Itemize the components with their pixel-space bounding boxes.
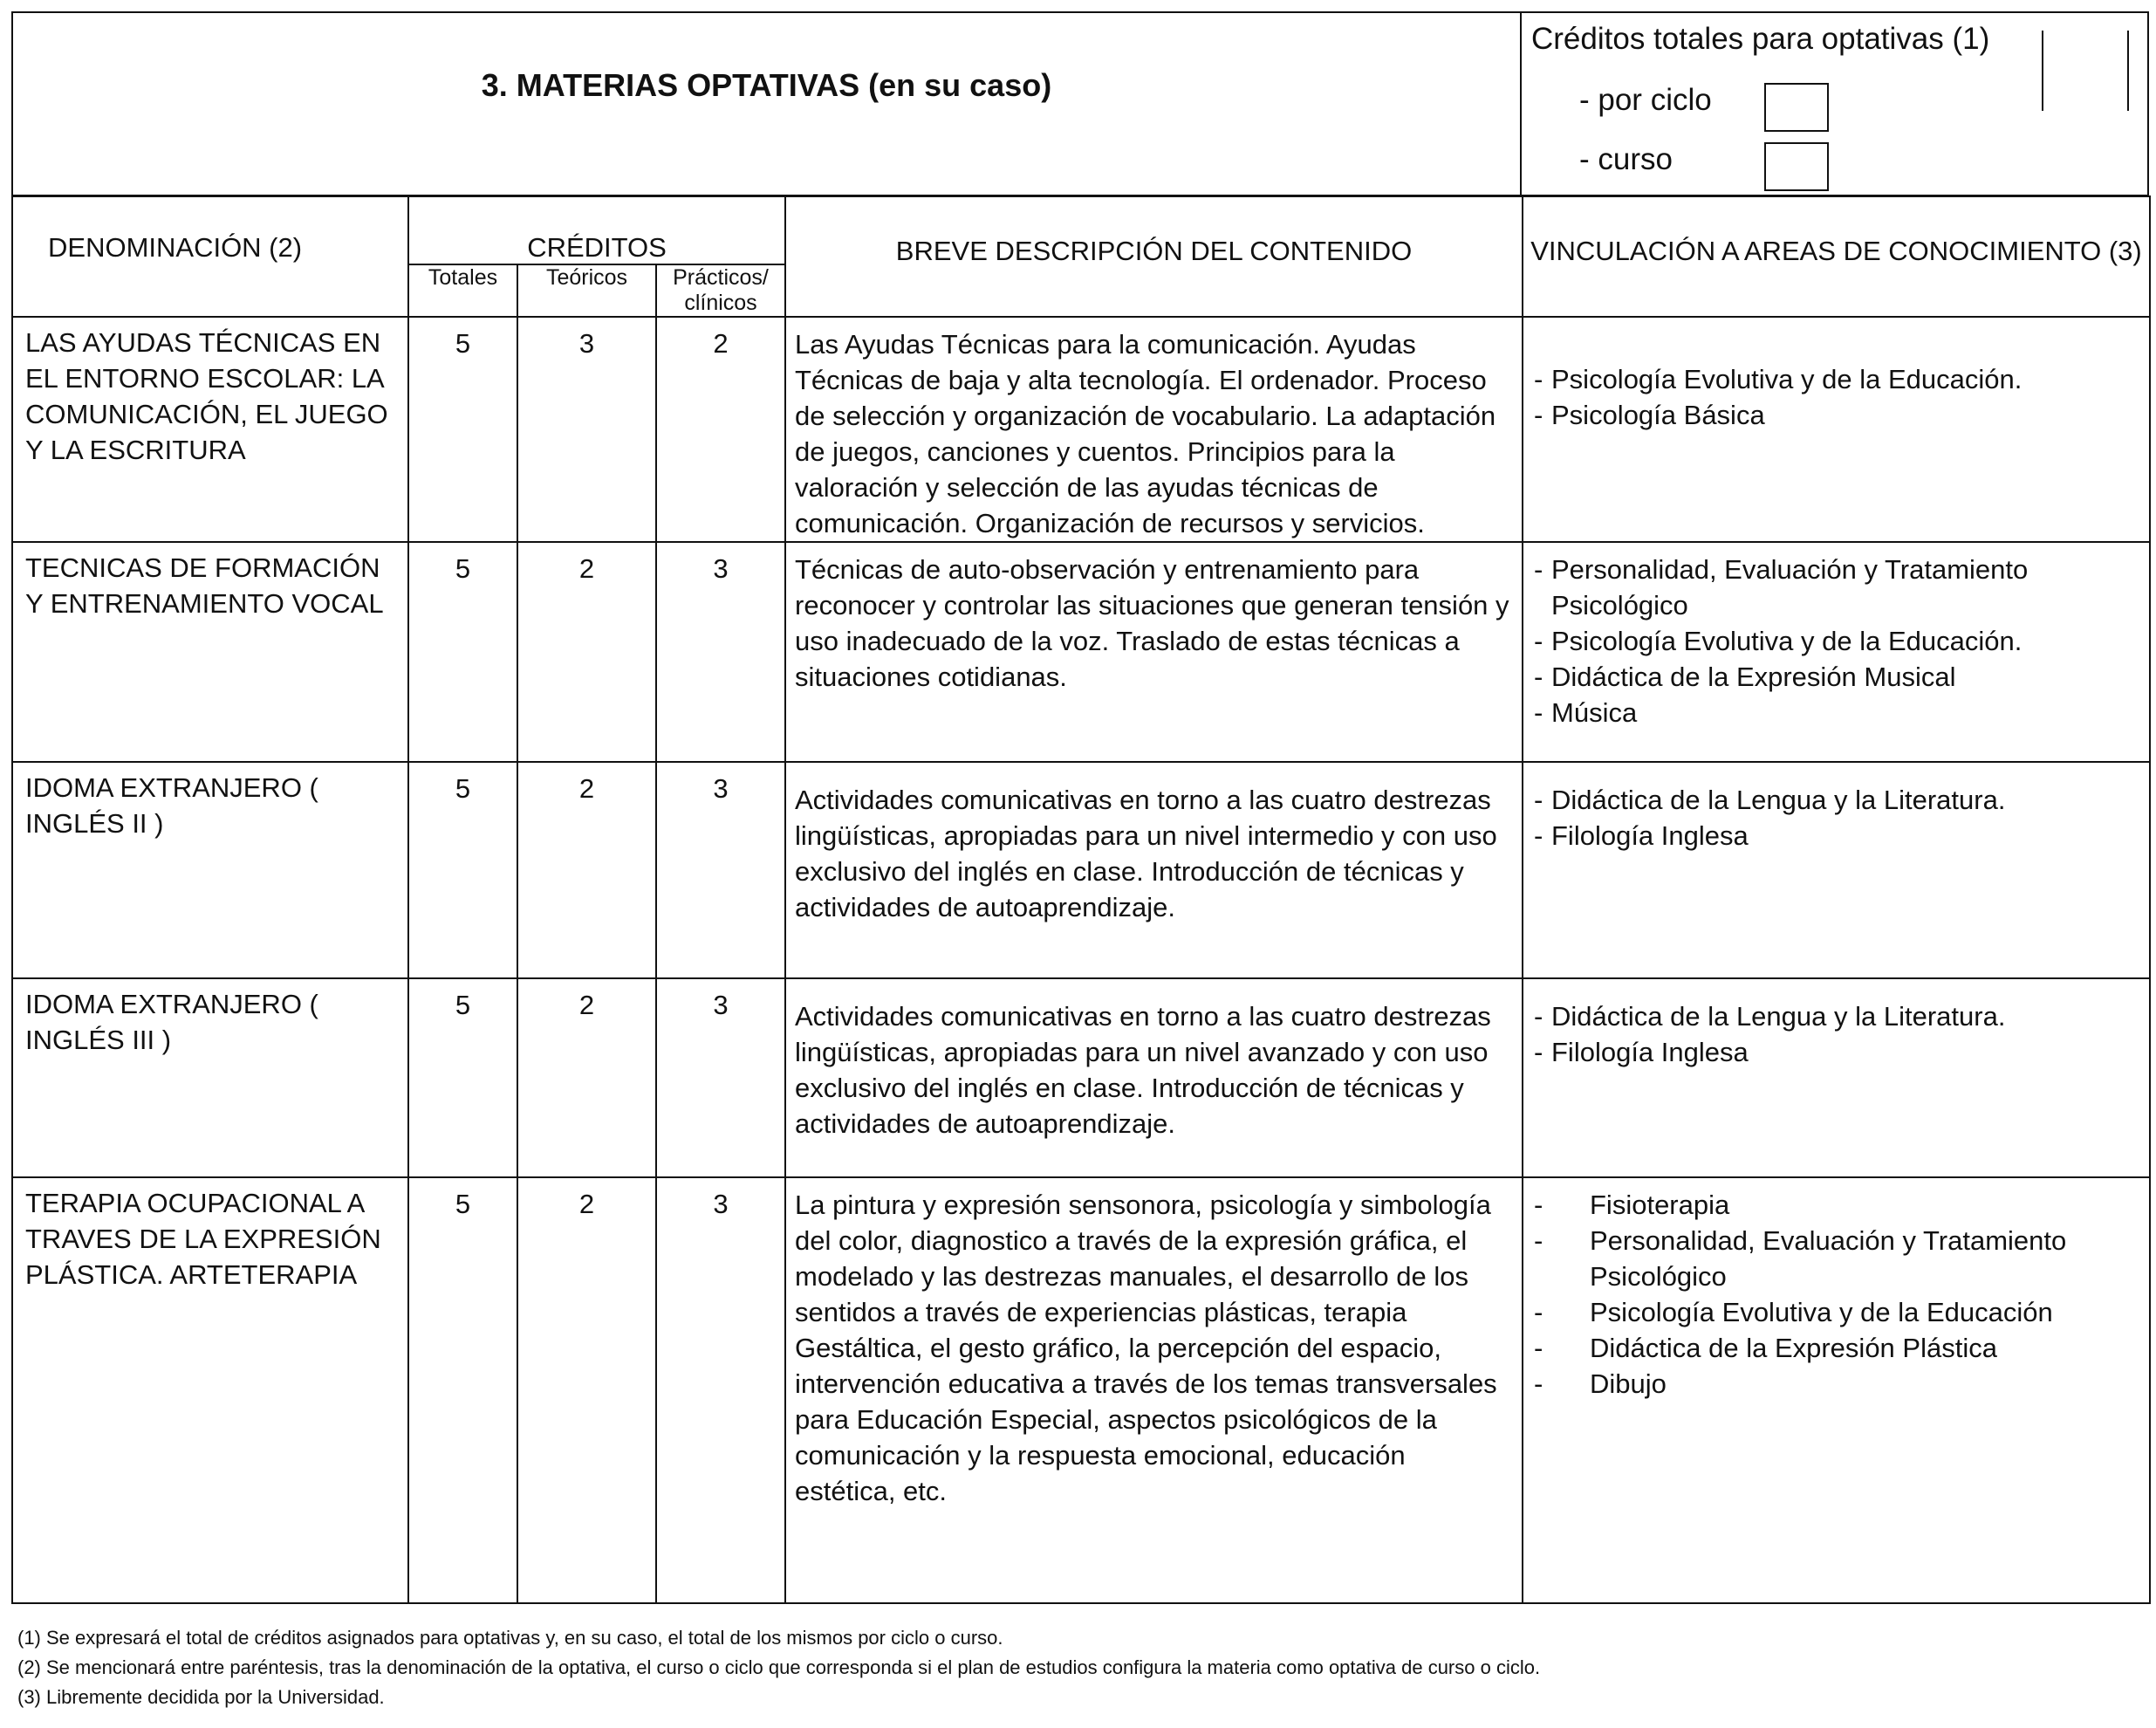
row-areas <box>1523 762 2150 978</box>
header-descripcion: BREVE DESCRIPCIÓN DEL CONTENIDO <box>785 196 1523 317</box>
row-teoricos: 3 <box>517 317 656 542</box>
table-row <box>12 978 2150 1177</box>
row-denominacion: IDOMA EXTRANJERO ( INGLÉS II ) <box>12 762 408 978</box>
areas-list <box>1534 361 2140 433</box>
total-credits-box[interactable] <box>2042 31 2129 111</box>
row-denominacion: LAS AYUDAS TÉCNICAS EN EL ENTORNO ESCOLAR: LA COMUNICACIÓN, EL JUEGO Y LA ESCRITURA <box>12 317 408 542</box>
area-item: - Psicología Evolutiva y de la Educación <box>1534 1294 2140 1330</box>
row-descripcion: La pintura y expresión sensonora, psicología y simbología del color, diagnostico a través de la expresión gráfica, el modelado y las destrezas manuales, el desarrollo de los sentidos a través de experiencias plásticas, terapia Gestáltica, el gesto gráfico, la percepción del espacio, intervención educativa a través de los temas transversales para Educación Especial, aspectos psicológicos de la comunicación y la respuesta emocional, educación estética, etc. <box>785 1177 1523 1603</box>
row-totales: 5 <box>408 978 517 1177</box>
header-creditos: CRÉDITOS <box>408 196 785 264</box>
footnote-3: (3) Libremente decidida por la Universidad. <box>17 1686 385 1708</box>
row-descripcion: Actividades comunicativas en torno a las cuatro destrezas lingüísticas, apropiadas para un nivel avanzado y con uso exclusivo del inglés en clase. Introducción de técnicas y actividades de autoaprendizaje. <box>785 978 1523 1177</box>
area-item: - Filología Inglesa <box>1534 1034 2140 1070</box>
area-item: - Didáctica de la Lengua y la Literatura. <box>1534 782 2140 818</box>
row-areas <box>1523 1177 2150 1603</box>
footnote-1: (1) Se expresará el total de créditos asignados para optativas y, en su caso, el total de los mismos por ciclo o curso. <box>17 1627 1003 1649</box>
header-totales: Totales <box>408 264 517 317</box>
header-teoricos: Teóricos <box>517 264 656 317</box>
areas-list <box>1534 782 2140 854</box>
table-row <box>12 762 2150 978</box>
row-areas <box>1523 542 2150 762</box>
row-descripcion: Actividades comunicativas en torno a las cuatro destrezas lingüísticas, apropiadas para un nivel intermedio y con uso exclusivo del inglés en clase. Introducción de técnicas y actividades de autoaprendizaje. <box>785 762 1523 978</box>
area-item: - Psicología Evolutiva y de la Educación. <box>1534 361 2140 397</box>
credits-title: Créditos totales para optativas (1) <box>1531 22 1990 56</box>
header-vinculacion: VINCULACIÓN A AREAS DE CONOCIMIENTO (3) <box>1523 196 2150 317</box>
header-practicos: Prácticos/ clínicos <box>656 264 785 317</box>
row-descripcion: Las Ayudas Técnicas para la comunicación. Ayudas Técnicas de baja y alta tecnología. El ordenador. Proceso de selección y organización de vocabulario. La adaptación de juegos, canciones y cuentos. Principios para la valoración y selección de las ayudas técnicas de comunicación. Organización de recursos y servicios. <box>785 317 1523 542</box>
header-denominacion: DENOMINACIÓN (2) <box>12 196 408 317</box>
area-item: - Dibujo <box>1534 1366 2140 1402</box>
row-denominacion: IDOMA EXTRANJERO ( INGLÉS III ) <box>12 978 408 1177</box>
footnote-2: (2) Se mencionará entre paréntesis, tras la denominación de la optativa, el curso o ciclo que corresponda si el plan de estudios configura la materia como optativa de curso o ciclo. <box>17 1656 1541 1678</box>
areas-list <box>1534 998 2140 1070</box>
row-practicos: 2 <box>656 317 785 542</box>
row-totales: 5 <box>408 542 517 762</box>
table-row <box>12 317 2150 542</box>
area-item: - Personalidad, Evaluación y Tratamiento Psicológico <box>1534 552 2140 623</box>
per-course-box[interactable] <box>1764 142 1829 191</box>
section-header <box>11 11 2149 196</box>
row-denominacion: TECNICAS DE FORMACIÓN Y ENTRENAMIENTO VOCAL <box>12 542 408 762</box>
row-descripcion: Técnicas de auto-observación y entrenamiento para reconocer y controlar las situaciones que generan tensión y uso inadecuado de la voz. Traslado de estas técnicas a situaciones cotidianas. <box>785 542 1523 762</box>
header-divider <box>1520 13 1522 195</box>
per-cycle-label: - por ciclo <box>1579 83 1712 117</box>
row-totales: 5 <box>408 1177 517 1603</box>
subjects-table <box>11 195 2151 1604</box>
areas-list <box>1534 552 2140 730</box>
row-denominacion: TERAPIA OCUPACIONAL A TRAVES DE LA EXPRESIÓN PLÁSTICA. ARTETERAPIA <box>12 1177 408 1603</box>
area-item: - Psicología Básica <box>1534 397 2140 433</box>
area-item: - Didáctica de la Lengua y la Literatura. <box>1534 998 2140 1034</box>
areas-list <box>1534 1187 2140 1402</box>
footnotes <box>17 1623 1540 1712</box>
area-item: - Filología Inglesa <box>1534 818 2140 854</box>
row-teoricos: 2 <box>517 542 656 762</box>
row-totales: 5 <box>408 762 517 978</box>
per-course-label: - curso <box>1579 142 1673 176</box>
area-item: - Didáctica de la Expresión Plástica <box>1534 1330 2140 1366</box>
area-item: - Psicología Evolutiva y de la Educación. <box>1534 623 2140 659</box>
table-row <box>12 542 2150 762</box>
area-item: - Didáctica de la Expresión Musical <box>1534 659 2140 695</box>
row-teoricos: 2 <box>517 1177 656 1603</box>
row-teoricos: 2 <box>517 762 656 978</box>
row-teoricos: 2 <box>517 978 656 1177</box>
row-areas <box>1523 317 2150 542</box>
row-practicos: 3 <box>656 978 785 1177</box>
row-totales: 5 <box>408 317 517 542</box>
section-title: 3. MATERIAS OPTATIVAS (en su caso) <box>481 67 1052 103</box>
area-item: - Música <box>1534 695 2140 730</box>
table-row <box>12 1177 2150 1603</box>
row-practicos: 3 <box>656 542 785 762</box>
table-header-row <box>12 196 2150 264</box>
row-practicos: 3 <box>656 1177 785 1603</box>
row-practicos: 3 <box>656 762 785 978</box>
per-cycle-box[interactable] <box>1764 83 1829 132</box>
area-item: - Fisioterapia <box>1534 1187 2140 1223</box>
row-areas <box>1523 978 2150 1177</box>
area-item: - Personalidad, Evaluación y Tratamiento Psicológico <box>1534 1223 2140 1294</box>
